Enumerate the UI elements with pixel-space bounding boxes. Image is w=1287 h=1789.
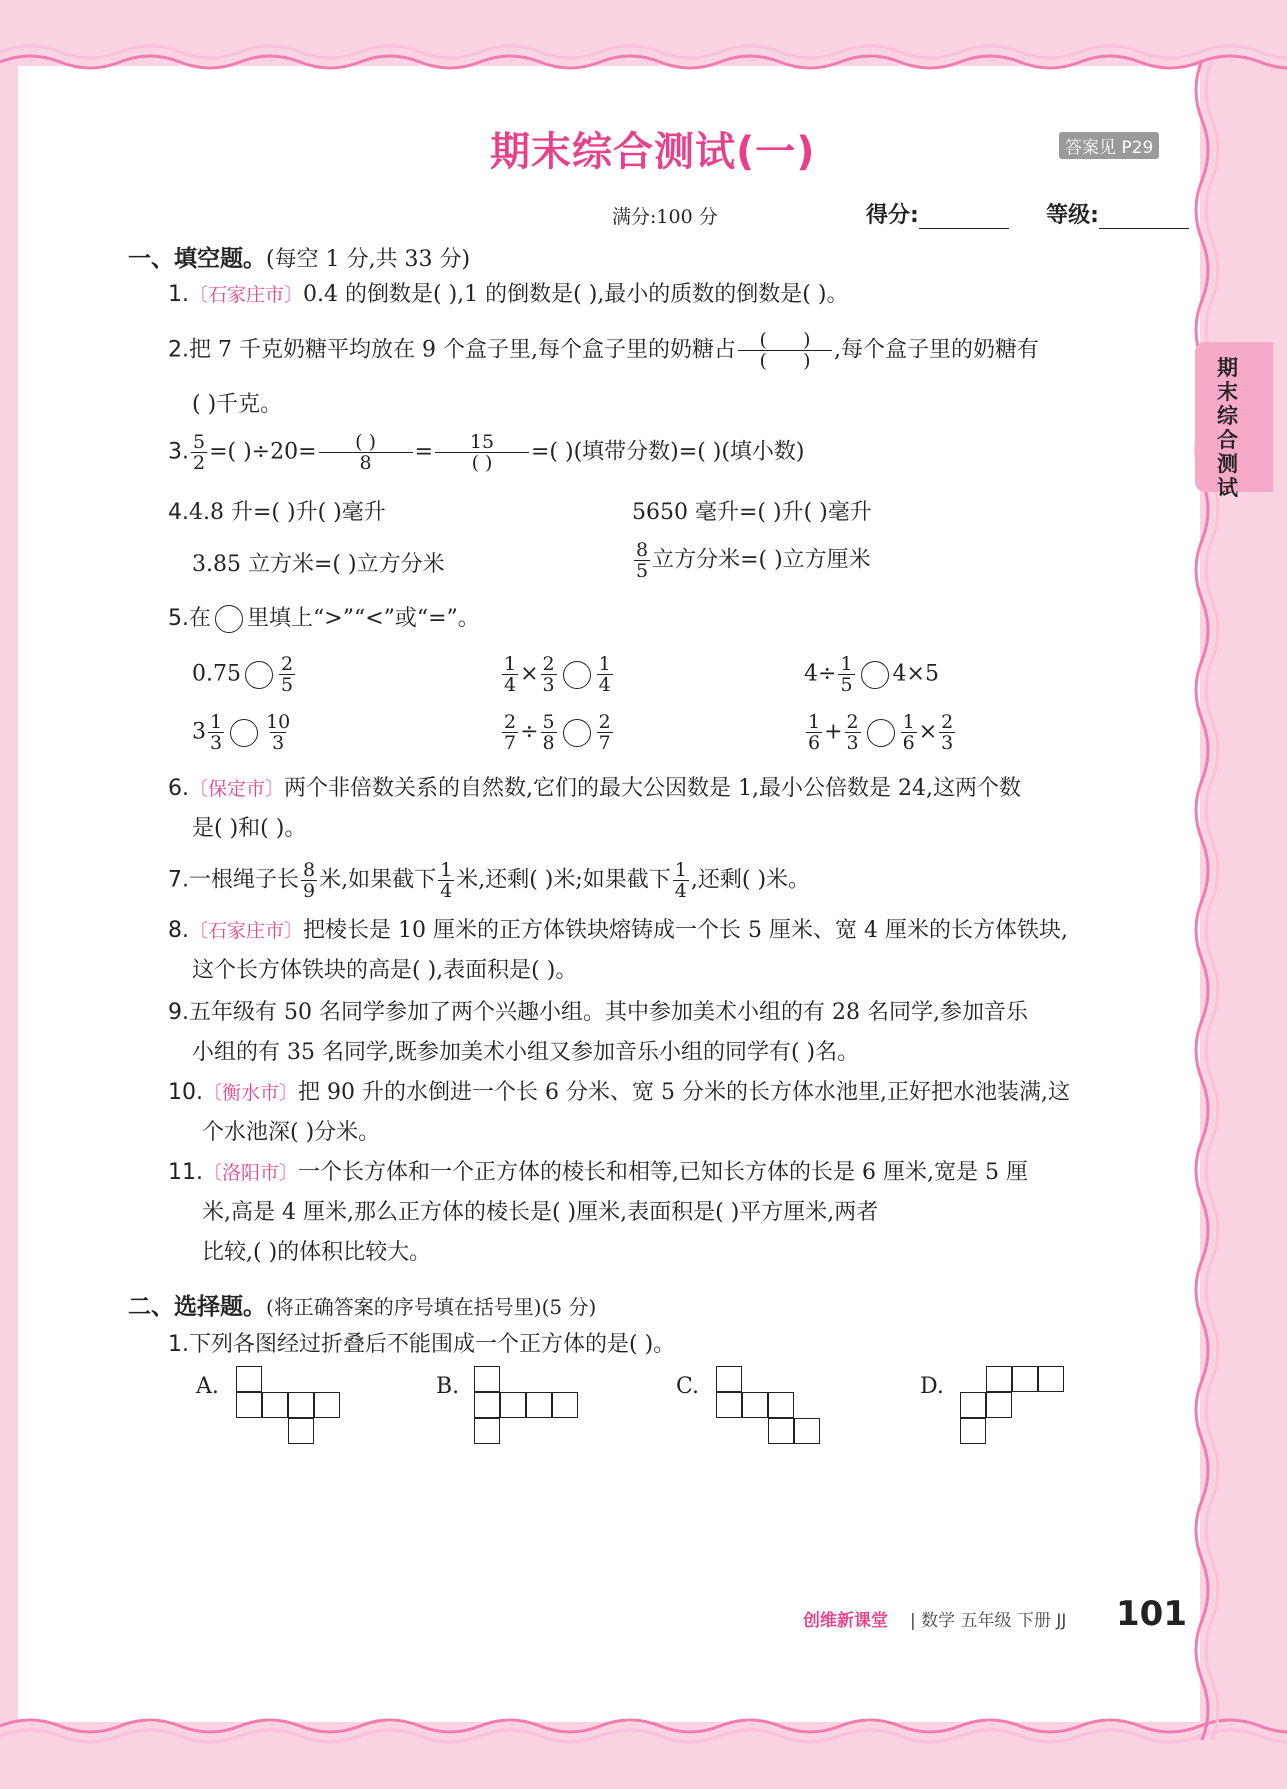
compare-circle[interactable]	[230, 719, 258, 747]
question-2-1	[168, 1330, 675, 1360]
question-text: 把棱长是 10 厘米的正方体铁块熔铸成一个长 5 厘米、宽 4 厘米的长方体铁块,	[303, 918, 1068, 943]
compare-item-1: 0.75 $\frac{2}{5}$	[192, 653, 294, 696]
question-text: ,每个盒子里的奶糖有	[833, 337, 1039, 363]
equals-sign: =	[414, 439, 433, 465]
question-text: 下列各图经过折叠后不能围成一个正方体的是( )。	[189, 1332, 676, 1357]
option-b-label[interactable]: B.	[436, 1374, 460, 1399]
question-number: 9.	[168, 1000, 189, 1025]
question-1-5	[168, 604, 480, 634]
question-number: 7.	[168, 867, 189, 893]
option-d-label[interactable]: D.	[920, 1374, 944, 1399]
question-text: 立方分米=( )立方厘米	[652, 547, 871, 573]
fraction: $\frac{5}{2}$	[193, 431, 206, 474]
section1-title: 一、填空题。	[128, 246, 266, 272]
compare-item-2: $\frac{1}{4}$ × $\frac{2}{3}$ $\frac{1}{4}$	[504, 653, 611, 696]
question-number: 1.	[168, 282, 189, 307]
question-1-6-line2: 是( )和( )。	[192, 816, 307, 841]
compare-item-4: 3 $\frac{1}{3}$ $\frac{10}{3}$	[192, 711, 291, 754]
question-text: 五年级有 50 名同学参加了两个兴趣小组。其中参加美术小组的有 28 名同学,参加音乐	[189, 1000, 1028, 1025]
question-number: 1.	[168, 1332, 189, 1357]
fraction: $\frac{8}{5}$	[636, 539, 649, 582]
page-number: 101	[1116, 1594, 1187, 1634]
compare-item-5: $\frac{2}{7}$ ÷ $\frac{5}{8}$ $\frac{2}{7}$	[504, 711, 611, 754]
question-number: 10.	[168, 1080, 203, 1105]
score-blank[interactable]	[919, 206, 1009, 229]
answer-reference-badge: 答案见 P29	[1059, 132, 1159, 159]
question-1-7: 7.一根绳子长 $\frac{8}{9}$ 米,如果截下 $\frac{1}{4}$ 米,还剩( )米;如果截下 $\frac{1}{4}$ ,还剩( )米。	[168, 859, 811, 902]
question-1-2-line2: ( )千克。	[192, 392, 283, 417]
section2-title: 二、选择题。	[128, 1294, 266, 1320]
compare-item-6: $\frac{1}{6}$ + $\frac{2}{3}$ $\frac{1}{6}$ × $\frac{2}{3}$	[808, 711, 954, 754]
score-label: 得分:	[866, 203, 919, 228]
grade-label: 等级:	[1046, 203, 1099, 228]
question-number: 5.	[168, 606, 189, 631]
question-1-11-line3: 比较,( )的体积比较大。	[202, 1240, 432, 1265]
option-a-label[interactable]: A.	[196, 1374, 219, 1399]
question-text: 4.8 升=( )升( )毫升	[189, 500, 386, 525]
question-text: 里填上“>”“<”或“=”。	[247, 606, 480, 631]
compare-circle[interactable]	[867, 719, 895, 747]
section1-heading	[128, 240, 470, 273]
grade-blank[interactable]	[1099, 206, 1189, 229]
question-text: 两个非倍数关系的自然数,它们的最大公因数是 1,最小公倍数是 24,这两个数	[284, 776, 1021, 801]
compare-circle[interactable]	[563, 661, 591, 689]
question-number: 3.	[168, 439, 189, 465]
question-1-3	[168, 432, 805, 473]
question-number: 8.	[168, 918, 189, 943]
question-text: 一个长方体和一个正方体的棱长和相等,已知长方体的长是 6 厘米,宽是 5 厘	[298, 1160, 1028, 1185]
question-1-8	[168, 916, 1068, 946]
compare-item-3: 4÷ $\frac{1}{5}$ 4×5	[804, 653, 939, 696]
compare-circle[interactable]	[245, 661, 273, 689]
question-1-10-line2: 个水池深( )分米。	[202, 1120, 381, 1145]
question-1-8-line2: 这个长方体铁块的高是( ),表面积是( )。	[192, 958, 578, 983]
question-1-4-a	[168, 498, 386, 528]
question-text: =( )(填带分数)=( )(填小数)	[531, 439, 805, 465]
question-1-6	[168, 774, 1021, 804]
section2-heading	[128, 1288, 596, 1321]
question-1-10	[168, 1078, 1070, 1108]
fraction-blank[interactable]: $\frac{( )}{8}$	[319, 432, 413, 473]
question-1-1	[168, 280, 848, 310]
region-tag: 〔保定市〕	[189, 778, 285, 800]
fraction-blank[interactable]: $\frac{15}{( )}$	[435, 432, 529, 473]
region-tag: 〔洛阳市〕	[203, 1162, 299, 1184]
question-1-11	[168, 1158, 1028, 1188]
question-text: =( )÷20=	[209, 439, 317, 465]
circle-icon	[215, 605, 243, 633]
footer-brand: 创维新课堂	[803, 1611, 888, 1631]
full-score: 满分:100 分	[612, 206, 718, 228]
question-1-2	[168, 330, 1039, 371]
compare-circle[interactable]	[563, 719, 591, 747]
side-tab	[1195, 342, 1273, 500]
question-number: 11.	[168, 1160, 203, 1185]
score-grade-row	[866, 198, 1189, 229]
worksheet-page	[20, 68, 1200, 1718]
fraction-blank[interactable]: $\frac{( )}{( )}$	[738, 330, 832, 371]
question-1-11-line2: 米,高是 4 厘米,那么正方体的棱长是( )厘米,表面积是( )平方厘米,两者	[202, 1200, 879, 1225]
question-1-4-c: 3.85 立方米=( )立方分米	[192, 552, 445, 577]
side-tab-label: 期末综合测试	[1217, 356, 1238, 500]
section1-note: (每空 1 分,共 33 分)	[266, 247, 471, 272]
question-number: 4.	[168, 500, 189, 525]
footer-meta: | 数学 五年级 下册 JJ	[910, 1611, 1067, 1631]
question-text: 0.4 的倒数是( ),1 的倒数是( ),最小的质数的倒数是( )。	[303, 282, 849, 307]
region-tag: 〔衡水市〕	[203, 1082, 299, 1104]
question-1-9	[168, 998, 1028, 1028]
question-1-4-d	[632, 540, 871, 581]
question-text: 把 90 升的水倒进一个长 6 分米、宽 5 分米的长方体水池里,正好把水池装满,这	[298, 1080, 1070, 1105]
question-1-9-line2: 小组的有 35 名同学,既参加美术小组又参加音乐小组的同学有( )名。	[192, 1040, 860, 1065]
option-c-label[interactable]: C.	[676, 1374, 700, 1399]
compare-circle[interactable]	[861, 661, 889, 689]
question-text: 把 7 千克奶糖平均放在 9 个盒子里,每个盒子里的奶糖占	[189, 337, 736, 363]
question-number: 6.	[168, 776, 189, 801]
question-text: 在	[189, 606, 212, 631]
question-number: 2.	[168, 337, 189, 363]
question-1-4-b: 5650 毫升=( )升( )毫升	[632, 500, 872, 525]
page-title: 期末综合测试(一)	[490, 129, 816, 175]
section2-note: (将正确答案的序号填在括号里)(5 分)	[266, 1295, 597, 1319]
region-tag: 〔石家庄市〕	[189, 284, 304, 306]
region-tag: 〔石家庄市〕	[189, 920, 304, 942]
